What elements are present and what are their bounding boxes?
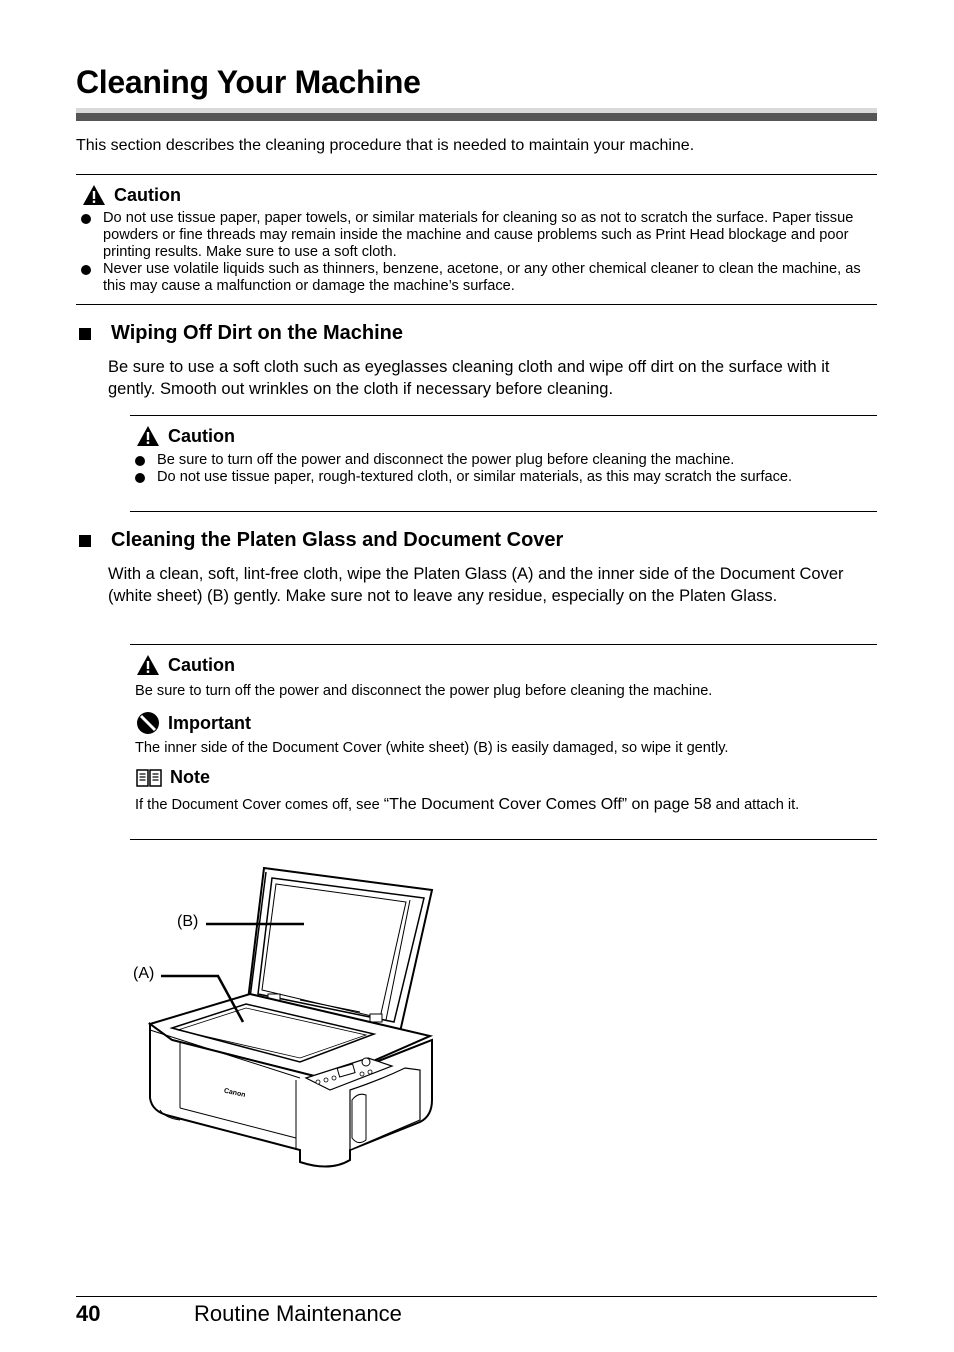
caution-label: Caution xyxy=(114,184,181,205)
bullet-icon xyxy=(81,265,91,275)
printer-illustration xyxy=(120,850,450,1180)
warning-icon xyxy=(82,184,106,206)
notice-box-top-rule xyxy=(130,644,877,645)
note-label: Note xyxy=(170,767,210,787)
section-heading-platen xyxy=(76,529,563,552)
square-bullet-icon xyxy=(79,328,91,340)
page-title: Cleaning Your Machine xyxy=(76,64,421,100)
important-icon xyxy=(136,711,160,735)
warning-icon xyxy=(136,425,160,447)
square-bullet-icon xyxy=(79,535,91,547)
caution-box-bottom-rule xyxy=(130,511,877,512)
caution-box-top-rule xyxy=(130,415,877,416)
caution-heading xyxy=(136,425,235,447)
note-book-icon xyxy=(136,768,162,788)
note-cross-reference: “The Document Cover Comes Off” on page 58 xyxy=(383,796,712,813)
section-heading-wiping xyxy=(76,322,403,345)
list-item xyxy=(76,210,876,261)
bullet-icon xyxy=(135,473,145,483)
list-item-text: Be sure to turn off the power and disconnect the power plug before cleaning the machine. xyxy=(157,452,735,468)
important-label: Important xyxy=(168,712,251,733)
caution-list xyxy=(76,210,876,295)
caution-text: Be sure to turn off the power and disconnect the power plug before cleaning the machine. xyxy=(135,683,713,699)
page-number: 40 xyxy=(76,1301,101,1326)
bullet-icon xyxy=(135,456,145,466)
brand-logo: Canon xyxy=(223,1087,246,1099)
section-heading-text: Wiping Off Dirt on the Machine xyxy=(111,322,404,344)
list-item xyxy=(130,452,870,469)
section-body: Be sure to use a soft cloth such as eyeglasses cleaning cloth and wipe off dirt on the surface with it gently. Smooth out wrinkles on the cloth if necessary before cleaning. xyxy=(108,358,830,398)
important-text: The inner side of the Document Cover (white sheet) (B) is easily damaged, so wipe it gently. xyxy=(135,740,729,756)
caution-label: Caution xyxy=(168,654,235,675)
note-heading xyxy=(136,767,210,788)
important-heading xyxy=(136,711,251,735)
section-heading-text: Cleaning the Platen Glass and Document Cover xyxy=(111,529,564,551)
list-item xyxy=(130,469,870,486)
caution-list xyxy=(130,452,870,486)
list-item xyxy=(76,261,876,295)
caution-label: Caution xyxy=(168,425,235,446)
list-item-text: Do not use tissue paper, rough-textured cloth, or similar materials, as this may scratch the surface. xyxy=(157,469,793,485)
intro-text: This section describes the cleaning procedure that is needed to maintain your machine. xyxy=(76,137,695,154)
footer-rule xyxy=(76,1296,877,1297)
callout-label-a: (A) xyxy=(133,965,155,982)
chapter-title: Routine Maintenance xyxy=(194,1301,402,1326)
note-text-before: If the Document Cover comes off, see xyxy=(135,797,384,813)
section-body: With a clean, soft, lint-free cloth, wipe the Platen Glass (A) and the inner side of the Document Cover (white sheet) (B) gently. Make sure not to leave any residue, especially on the Platen Glass. xyxy=(108,565,844,605)
bullet-icon xyxy=(81,214,91,224)
warning-icon xyxy=(136,654,160,676)
caution-heading xyxy=(136,654,235,676)
title-underline xyxy=(76,108,877,121)
caution-box-bottom-rule xyxy=(76,304,877,305)
callout-label-b: (B) xyxy=(177,913,199,930)
notice-box-bottom-rule xyxy=(130,839,877,840)
note-text-after: and attach it. xyxy=(711,797,800,813)
caution-box-top-rule xyxy=(76,174,877,175)
caution-heading xyxy=(82,184,181,206)
list-item-text: Do not use tissue paper, paper towels, or similar materials for cleaning so as not to scratch the surface. Paper tissue powders or fine threads may remain inside the machine and cause problems such as Print Head blockage and poor printing results. Make sure to use a soft cloth. xyxy=(103,210,854,260)
note-text xyxy=(135,796,855,814)
list-item-text: Never use volatile liquids such as thinners, benzene, acetone, or any other chemical cleaner to clean the machine, as this may cause a malfunction or damage the machine’s surface. xyxy=(103,261,861,294)
